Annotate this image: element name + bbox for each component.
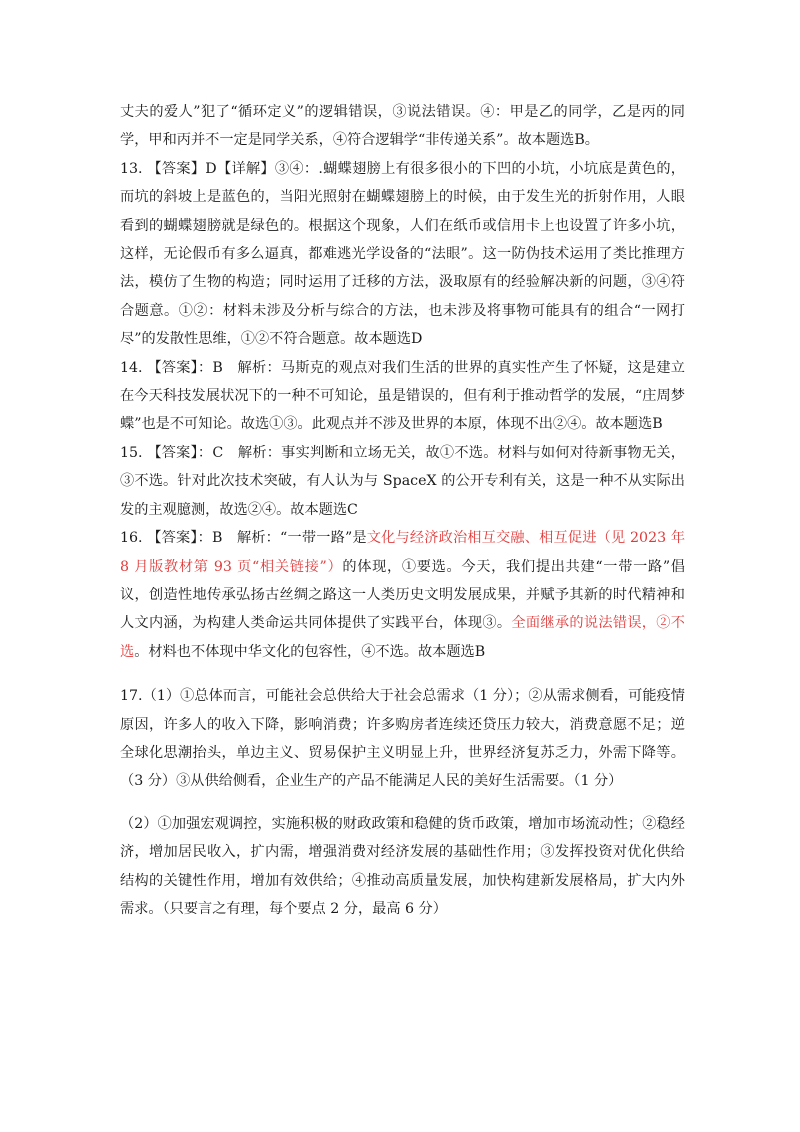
answer-16-highlight-1: 文化与经济政治相互交融、相互促进（见 2023 年 8 月版教材第 93 页“相关链接”） xyxy=(120,530,686,575)
answer-12-tail xyxy=(120,98,685,155)
answer-17-part-2-text: （2）①加强宏观调控，实施积极的财政政策和稳健的货币政策，增加市场流动性；②稳经济，增加居民收入，扩内需，增强消费对经济发展的基础性作用；③发挥投资对优化供给结构的关键性作用，增加有效供给；④推动高质量发展，加快构建新发展格局，扩大内外需求。（只要言之有理，每个要点 2 分，最高 6 分） xyxy=(120,815,685,917)
answer-17-part-2 xyxy=(120,810,685,924)
answer-16 xyxy=(120,524,685,666)
answer-17-part-1 xyxy=(120,682,685,796)
answer-14 xyxy=(120,354,685,439)
answer-13-text: 13. 【答案】D【详解】③④：.蝴蝶翅膀上有很多很小的下凹的小坑，小坑底是黄色的，而坑的斜坡上是蓝色的，当阳光照射在蝴蝶翅膀上的时候，由于发生光的折射作用，人眼看到的蝴蝶翅膀就是绿色的。根据这个现象，人们在纸币或信用卡上也设置了许多小坑，这样，无论假币有多么逼真，都难逃光学设备的“法眼”。这一防伪技术运用了类比推理方法，模仿了生物的构造；同时运用了迁移的方法，汲取原有的经验解决新的问题，③④符合题意。①②：材料未涉及分析与综合的方法，也未涉及将事物可能具有的组合“一网打尽”的发散性思维，①②不符合题意。故本题选D xyxy=(120,160,685,348)
answer-16-text-3: 。材料也不体现中华文化的包容性，④不选。故本题选B xyxy=(134,643,486,660)
answer-17-part-1-text: 17.（1）①总体而言，可能社会总供给大于社会总需求（1 分）；②从需求侧看，可能疫情原因，许多人的收入下降，影响消费；许多购房者连续还贷压力较大，消费意愿不足；逆全球化思潮抬头，单边主义、贸易保护主义明显上升，世界经济复苏乏力，外需下降等。（3 分）③从供给侧看，企业生产的产品不能满足人民的美好生活需要。（1 分） xyxy=(120,688,685,790)
answer-document xyxy=(120,98,685,923)
answer-13 xyxy=(120,155,685,354)
answer-15-text: 15. 【答案】：C 解析：事实判断和立场无关，故①不选。材料与如何对待新事物无关，③不选。针对此次技术突破，有人认为与 SpaceX 的公开专利有关，这是一种不从实际出发的主观臆测，故选②④。故本题选C xyxy=(120,444,685,518)
answer-16-highlight-2: 全面继承的说法错误，②不选 xyxy=(120,615,685,660)
answer-16-text-1: 16. 【答案】：B 解析：“一带一路”是 xyxy=(120,530,367,547)
answer-15 xyxy=(120,439,685,524)
answer-12-text: 丈夫的爱人”犯了“循环定义”的逻辑错误，③说法错误。④：甲是乙的同学，乙是丙的同学，甲和丙并不一定是同学关系，④符合逻辑学“非传递关系”。故本题选B。 xyxy=(120,104,685,149)
answer-16-text-2: 的体现，①要选。今天，我们提出共建“一带一路”倡议，创造性地传承弘扬古丝绸之路这一人类历史文明发展成果，并赋予其新的时代精神和人文内涵，为构建人类命运共同体提供了实践平台，体现③。 xyxy=(120,558,685,632)
answer-14-text: 14. 【答案】：B 解析：马斯克的观点对我们生活的世界的真实性产生了怀疑，这是建立在今天科技发展状况下的一种不可知论，虽是错误的，但有利于推动哲学的发展，“庄周梦蝶”也是不可知论。故选①③。此观点并不涉及世界的本原，体现不出②④。故本题选B xyxy=(120,359,685,433)
